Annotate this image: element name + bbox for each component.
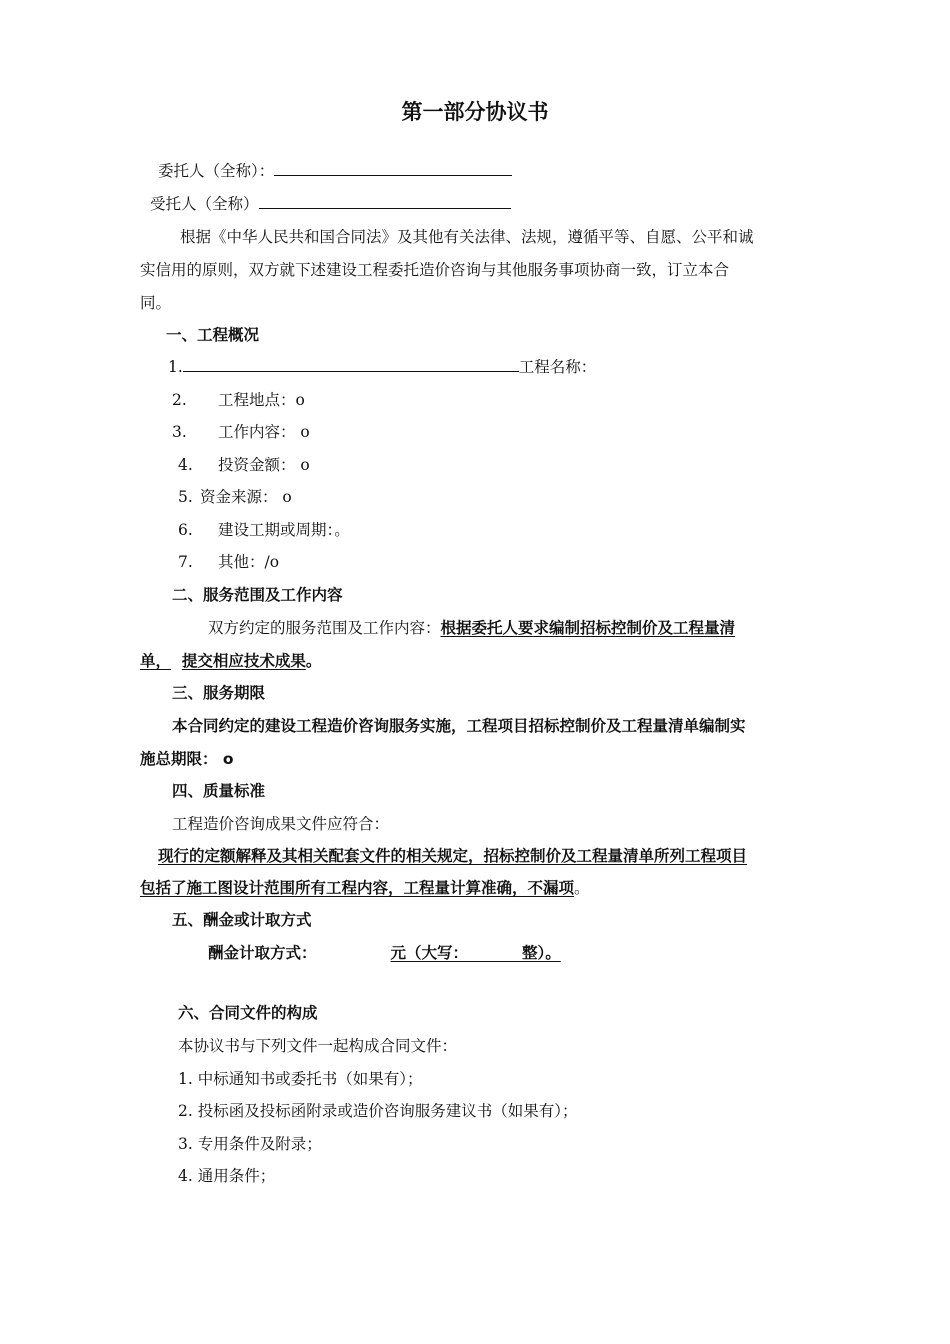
s5-fee-line bbox=[208, 942, 561, 964]
s1-item-6 bbox=[178, 519, 350, 541]
s4-line-2 bbox=[140, 877, 590, 899]
section-2-heading: 二、服务范围及工作内容 bbox=[172, 586, 343, 604]
s6-item-3: 3. 专用条件及附录； bbox=[178, 1135, 322, 1153]
item-label: 工程名称： bbox=[518, 358, 597, 376]
s1-item-5 bbox=[178, 486, 292, 508]
s1-item-1 bbox=[168, 356, 596, 378]
intro-line-2: 实信用的原则，双方就下述建设工程委托造价咨询与其他服务事项协商一致，订立本合 bbox=[140, 261, 730, 279]
item-label: 资金来源： o bbox=[200, 488, 292, 506]
consultant-line bbox=[150, 193, 511, 215]
intro-line-1: 根据《中华人民共和国合同法》及其他有关法律、法规，遵循平等、自愿、公平和诚 bbox=[180, 228, 754, 246]
item-number: 3. bbox=[172, 423, 187, 441]
s2-period: 。 bbox=[305, 652, 322, 670]
s4-quality-text: 包括了施工图设计范围所有工程内容，工程量计算准确，不漏项 bbox=[140, 879, 575, 897]
s4-line-1: 现行的定额解释及其相关配套文件的相关规定，招标控制价及工程量清单所列工程项目 bbox=[158, 847, 748, 865]
s1-item-3 bbox=[172, 421, 310, 443]
intro-line-3: 同。 bbox=[140, 294, 172, 312]
s6-lead: 本协议书与下列文件一起构成合同文件： bbox=[178, 1037, 458, 1055]
s1-item-4 bbox=[178, 454, 310, 476]
section-1-heading: 一、工程概况 bbox=[166, 326, 260, 344]
s4-period: 。 bbox=[574, 879, 590, 897]
project-name-blank[interactable] bbox=[183, 356, 519, 372]
item-label: 工程地点：o bbox=[218, 391, 305, 409]
item-label: 工作内容： o bbox=[218, 423, 310, 441]
item-number: 4. bbox=[178, 456, 193, 474]
consultant-name-blank[interactable] bbox=[259, 193, 511, 209]
s6-item-2: 2. 投标函及投标函附录或造价咨询服务建议书（如果有）； bbox=[178, 1102, 578, 1120]
item-number: 6. bbox=[178, 521, 193, 539]
section-4-heading: 四、质量标准 bbox=[172, 782, 266, 800]
page-title: 第一部分协议书 bbox=[401, 100, 549, 124]
s1-item-7 bbox=[178, 551, 279, 573]
client-label: 委托人（全称）： bbox=[158, 162, 275, 180]
item-number: 2. bbox=[172, 391, 187, 409]
s6-item-4: 4. 通用条件； bbox=[178, 1167, 276, 1185]
consultant-label: 受托人（全称） bbox=[150, 195, 259, 213]
s2-scope-text-2a: 单， bbox=[140, 652, 172, 670]
fee-amount: 元（大写： 整）。 bbox=[390, 944, 561, 962]
section-6-heading: 六、合同文件的构成 bbox=[178, 1004, 318, 1022]
item-label: 投资金额： o bbox=[218, 456, 310, 474]
s2-scope-text-2b: 提交相应技术成果 bbox=[181, 652, 306, 670]
s2-line-1 bbox=[208, 617, 735, 639]
s1-item-2 bbox=[172, 389, 305, 411]
fee-label: 酬金计取方式： bbox=[208, 944, 317, 962]
item-number: 5. bbox=[178, 488, 193, 506]
s4-lead: 工程造价咨询成果文件应符合： bbox=[172, 815, 390, 833]
section-3-heading: 三、服务期限 bbox=[172, 684, 266, 702]
s6-item-1: 1. 中标通知书或委托书（如果有）； bbox=[178, 1070, 423, 1088]
item-number: 7. bbox=[178, 553, 193, 571]
client-line bbox=[158, 160, 512, 182]
s3-line-2: 施总期限： o bbox=[140, 750, 234, 768]
s3-line-1: 本合同约定的建设工程造价咨询服务实施，工程项目招标控制价及工程量清单编制实 bbox=[172, 717, 746, 735]
client-name-blank[interactable] bbox=[274, 160, 512, 176]
item-label: 建设工期或周期：。 bbox=[218, 521, 350, 539]
item-number: 1. bbox=[168, 358, 183, 376]
section-5-heading: 五、酬金或计取方式 bbox=[172, 911, 312, 929]
s2-scope-text: 根据委托人要求编制招标控制价及工程量清 bbox=[440, 619, 736, 637]
item-label: 其他：/o bbox=[218, 553, 280, 571]
s2-line-2 bbox=[140, 650, 321, 672]
s2-lead: 双方约定的服务范围及工作内容： bbox=[208, 619, 441, 637]
